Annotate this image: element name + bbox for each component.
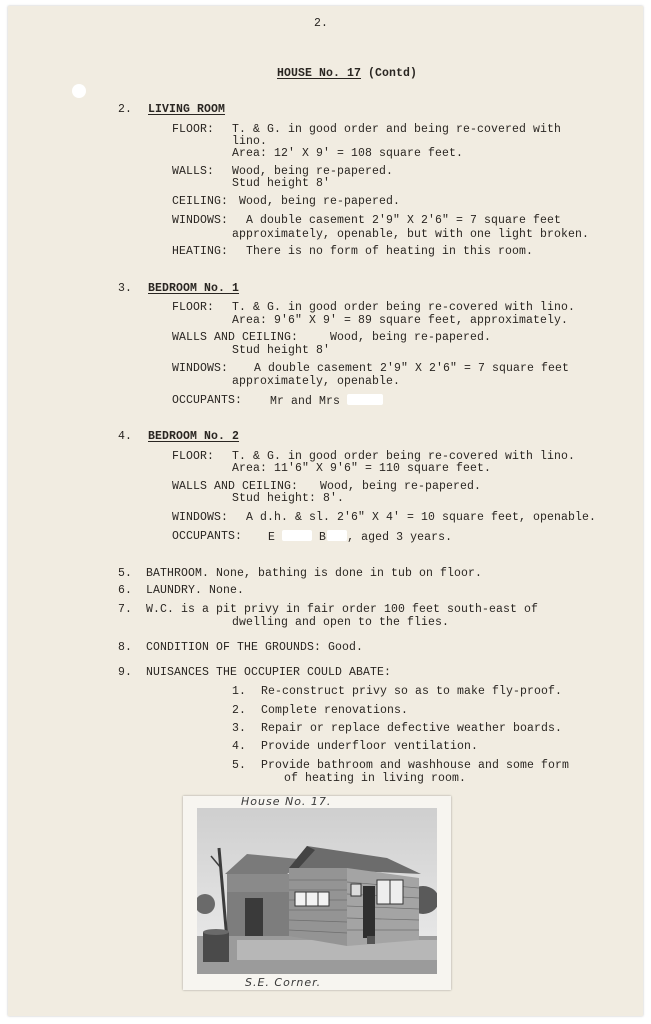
occupants-names: Mr and Mrs: [270, 395, 341, 408]
stud-height-text: Stud height: 8'.: [232, 492, 345, 505]
floor-text: T. & G. in good order being re-covered with lino.: [232, 450, 576, 463]
nuisance-number: 3.: [232, 722, 247, 735]
heating-label: HEATING:: [172, 245, 229, 258]
walls-text: Wood, being re-papered.: [320, 480, 482, 493]
walls-text: Wood, being re-papered.: [232, 165, 394, 178]
windows-label: WINDOWS:: [172, 511, 229, 524]
redaction-mark: [282, 530, 312, 541]
photo-caption-top: House No. 17.: [241, 795, 332, 808]
walls-ceiling-label: WALLS AND CEILING:: [172, 331, 299, 344]
redaction-mark: [347, 394, 383, 405]
heating-text: There is no form of heating in this room.: [246, 245, 534, 258]
occupant-initial: E: [268, 531, 276, 544]
stud-height-text: Stud height 8': [232, 177, 331, 190]
page-title: [277, 67, 417, 80]
section-title-living-room: LIVING ROOM: [148, 103, 226, 116]
area-text: Area: 12' X 9' = 108 square feet.: [232, 147, 464, 160]
windows-text: approximately, openable, but with one light broken.: [232, 228, 590, 241]
windows-label: WINDOWS:: [172, 362, 229, 375]
page-number: 2.: [314, 17, 329, 30]
windows-label: WINDOWS:: [172, 214, 229, 227]
nuisance-item: Provide underfloor ventilation.: [261, 740, 479, 753]
nuisance-number: 4.: [232, 740, 247, 753]
floor-label: FLOOR:: [172, 450, 215, 463]
windows-text: approximately, openable.: [232, 375, 401, 388]
nuisance-item: Repair or replace defective weather boards.: [261, 722, 563, 735]
floor-text: lino.: [232, 135, 268, 148]
section-number: 4.: [118, 430, 133, 443]
walls-label: WALLS:: [172, 165, 215, 178]
nuisance-item: Provide bathroom and washhouse and some form: [261, 759, 570, 772]
item-number: 7.: [118, 603, 133, 616]
section-number: 2.: [118, 103, 133, 116]
nuisance-number: 5.: [232, 759, 247, 772]
grounds-text: CONDITION OF THE GROUNDS: Good.: [146, 641, 364, 654]
nuisance-item: Complete renovations.: [261, 704, 409, 717]
photo-caption-bottom: S.E. Corner.: [245, 976, 322, 989]
wc-text: W.C. is a pit privy in fair order 100 feet south-east of: [146, 603, 539, 616]
occupants-label: OCCUPANTS:: [172, 530, 243, 543]
punch-hole: [72, 84, 86, 98]
nuisance-item: of heating in living room.: [284, 772, 467, 785]
area-text: Area: 11'6" X 9'6" = 110 square feet.: [232, 462, 492, 475]
area-text: Area: 9'6" X 9' = 89 square feet, approximately.: [232, 314, 569, 327]
floor-text: T. & G. in good order being re-covered with lino.: [232, 301, 576, 314]
windows-text: A d.h. & sl. 2'6" X 4' = 10 square feet, openable.: [246, 511, 597, 524]
occupant-initial: B: [319, 531, 327, 544]
laundry-text: LAUNDRY. None.: [146, 584, 245, 597]
item-number: 9.: [118, 666, 133, 679]
house-heading: HOUSE No. 17: [277, 67, 362, 80]
nuisance-number: 1.: [232, 685, 247, 698]
floor-label: FLOOR:: [172, 123, 215, 136]
redaction-mark: [327, 530, 347, 541]
house-heading-suffix: (Contd): [368, 67, 418, 80]
item-number: 5.: [118, 567, 133, 580]
section-title-bedroom-1: BEDROOM No. 1: [148, 282, 240, 295]
occupants-text: [270, 394, 383, 408]
ceiling-label: CEILING:: [172, 195, 229, 208]
house-photograph: [183, 796, 451, 990]
walls-text: Wood, being re-papered.: [330, 331, 492, 344]
bathroom-text: BATHROOM. None, bathing is done in tub on floor.: [146, 567, 483, 580]
ceiling-text: Wood, being re-papered.: [239, 195, 401, 208]
house-photo-image: [197, 808, 437, 974]
nuisances-heading: NUISANCES THE OCCUPIER COULD ABATE:: [146, 666, 392, 679]
section-number: 3.: [118, 282, 133, 295]
occupant-age: , aged 3 years.: [347, 531, 453, 544]
nuisance-item: Re-construct privy so as to make fly-proof.: [261, 685, 563, 698]
occupants-label: OCCUPANTS:: [172, 394, 243, 407]
nuisance-number: 2.: [232, 704, 247, 717]
windows-text: A double casement 2'9" X 2'6" = 7 square feet: [254, 362, 570, 375]
occupants-text: [268, 530, 452, 544]
walls-ceiling-label: WALLS AND CEILING:: [172, 480, 299, 493]
stud-height-text: Stud height 8': [232, 344, 331, 357]
wc-text: dwelling and open to the flies.: [232, 616, 450, 629]
windows-text: A double casement 2'9" X 2'6" = 7 square feet: [246, 214, 562, 227]
item-number: 6.: [118, 584, 133, 597]
item-number: 8.: [118, 641, 133, 654]
floor-text: T. & G. in good order and being re-covered with: [232, 123, 562, 136]
section-title-bedroom-2: BEDROOM No. 2: [148, 430, 240, 443]
floor-label: FLOOR:: [172, 301, 215, 314]
